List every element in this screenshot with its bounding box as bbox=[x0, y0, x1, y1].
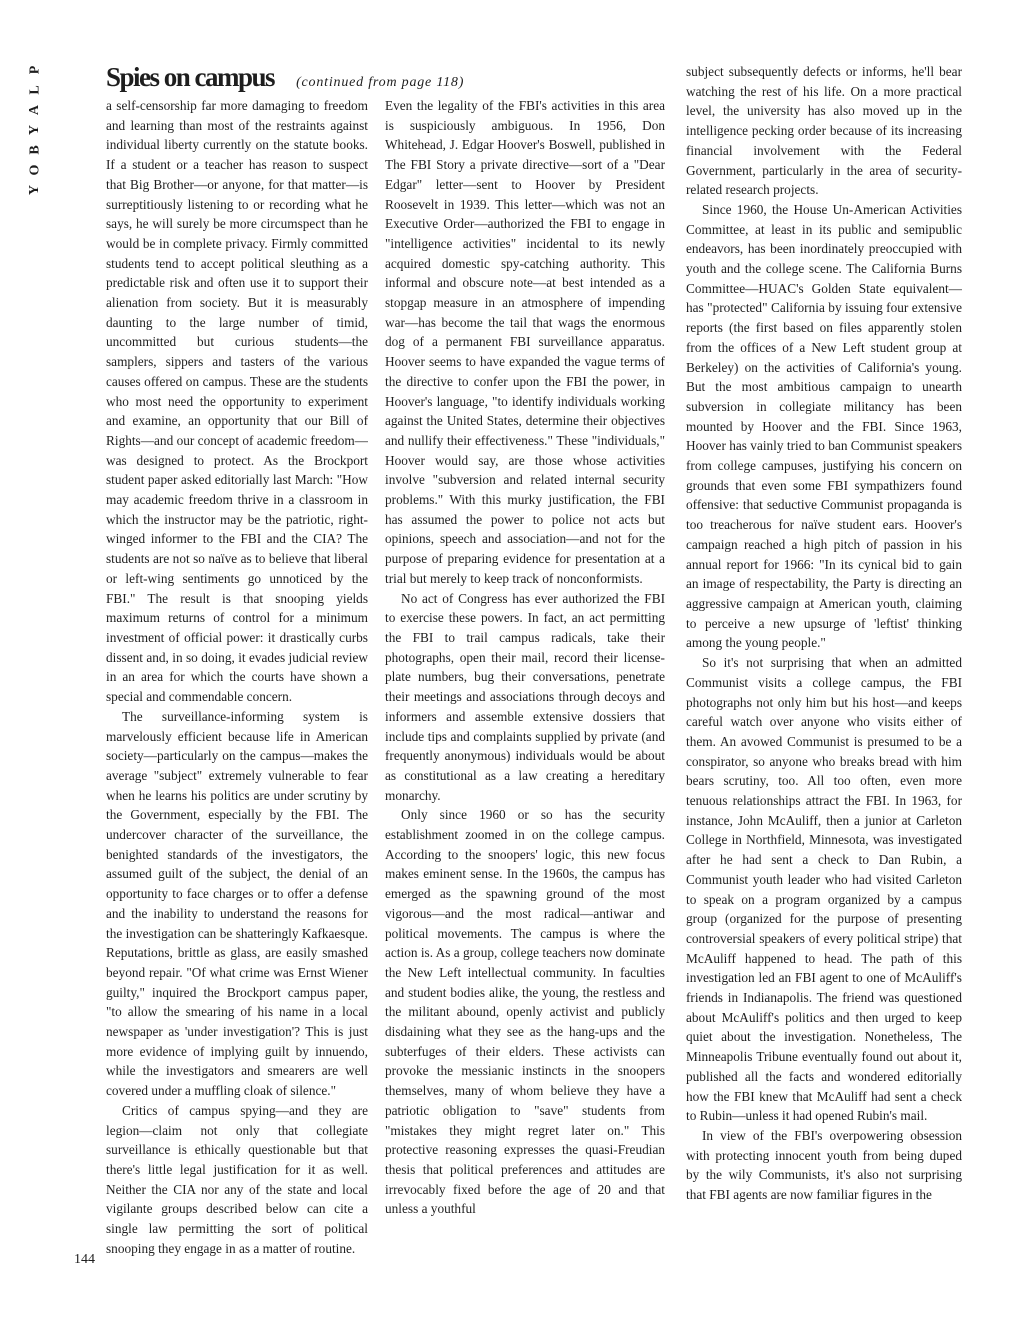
paragraph: Only since 1960 or so has the security establishment zoomed in on the college campus. According to the snoopers' logic, this new focus makes eminent sense. In the 1960s, the campus has emerged as the spawning ground of the most vigorous—and the most radical—antiwar and political movements. The campus is where the action is. As a group, college teachers now dominate the New Left intellectual community. In faculties and student bodies alike, the young, the restless and the militant abound, openly activist and publicly disdaining what they see as the hang-ups and the subterfuges of their elders. These activists can provoke the messianic instincts in the snoopers themselves, many of whom believe they have a patriotic obligation to "save" students from "mistakes they might regret later on." This protective reasoning expresses the quasi-Freudian thesis that political preferences and attitudes are irrevocably fixed before the age of 20 and that unless a youthful bbox=[385, 807, 665, 1217]
article-title: Spies on campus bbox=[106, 62, 275, 92]
text-column-1 bbox=[106, 96, 368, 1268]
paragraph: subject subsequently defects or informs, he'll bear watching the rest of his life. On a more practical level, the university has also moved up in the intelligence pecking order because of its increasing financial involvement with the Federal Government, particularly in the area of security-related research projects. bbox=[686, 64, 962, 198]
masthead-letter: Y bbox=[27, 184, 43, 196]
masthead-letter: P bbox=[27, 65, 43, 75]
masthead-letter: O bbox=[27, 164, 43, 176]
masthead-letter: A bbox=[27, 104, 43, 116]
paragraph: The surveillance-informing system is marvelously efficient because life in American society—particularly on the campus—makes the average "subject" extremely vulnerable to fear when he learns his politics are under scrutiny by the Government, especially by the FBI. The undercover character of the surveillance, the benighted standards of the investigators, the assumed guilt of the subject, the denial of an opportunity to face charges or to offer a defense and the inability to understand the reasons for the investigation can be shatteringly Kafkaesque. Reputations, brittle as glass, are easily smashed beyond repair. "Of what crime was Ernst Wiener guilty," inquired the Brockport campus paper, "to allow the smearing of his name in a local newspaper as 'under investigation'? This is just more evidence of implying guilt by innuendo, while the investigators and smearers are well covered under a muffling cloak of silence." bbox=[106, 708, 368, 1099]
paragraph: Since 1960, the House Un-American Activities Committee, at least in its public and semipublic endeavors, has been inordinately preoccupied with youth and the college scene. The California Burns Committee—HUAC's Golden State equivalent—has "protected" California by issuing four extensive reports (the first based on files apparently stolen from the offices of a New Left student group at Berkeley) on the activities of California's young. But the most ambitious campaign to unearth subversion in collegiate militancy has been mounted by Hoover and the FBI. Since 1963, Hoover has vainly tried to ban Communist speakers from college campuses, justifying his concern on grounds that even some FBI sympathizers found offensive: that seductive Communist propaganda is too treacherous for naïve student ears. Hoover's campaign reached a high pitch of passion in his annual report for 1966: "In its cynical bid to gain an image of respectability, the Party is directing an aggressive campaign at American youth, claiming to perceive a new upsurge of 'leftist' thinking among the young people." bbox=[686, 201, 962, 651]
text-column-2 bbox=[385, 96, 665, 1268]
paragraph: No act of Congress has ever authorized the FBI to exercise these powers. In fact, an act permitting the FBI to trail campus radicals, take their photographs, open their mail, record their license-plate numbers, bug their conversations, penetrate their meetings and associations through decoys and informers and assemble extensive dossiers that include tips and complaints supplied by private (and frequently anonymous) individuals would be about as constitutional as a law creating a hereditary monarchy. bbox=[385, 590, 665, 803]
masthead-letter: L bbox=[27, 85, 43, 95]
paragraph: a self-censorship far more damaging to freedom and learning than most of the restraints against individual liberty currently on the statute books. If a student or a teacher has reason to suspect that Big Brother—or anyone, for that matter—is surreptitiously listening to or recording what he says, he will surely be more circumspect than he would be in complete privacy. Firmly committed students tend to accept political sleuthing as a predictable risk and often use it to support their alienation from society. But it is measurably daunting to the large number of timid, uncommitted but curious students—the samplers, sippers and tasters of the various causes offered on campus. These are the students who most need the opportunity to experiment and examine, an opportunity that our Bill of Rights—and our concept of academic freedom—was designed to protect. As the Brockport student paper asked editorially last March: "How may academic freedom thrive in a classroom in which the instructor may be the patriotic, right-winged informer to the FBI and the CIA? The students are not so naïve as to believe that liberal or left-wing sentiments go unnoticed by the FBI." The result is that snooping yields maximum returns of control for a minimum investment of official power: it drastically curbs dissent and, in so doing, it evades judicial review in an area for which the courts have shown a special and commendable concern. bbox=[106, 98, 368, 705]
page-number: 144 bbox=[74, 1252, 95, 1267]
paragraph: Even the legality of the FBI's activities in this area is suspiciously ambiguous. In 1956, Don Whitehead, J. Edgar Hoover's Boswell, published in The FBI Story a private directive—sort of a "Dear Edgar" letter—sent to Hoover by President Roosevelt in 1939. This letter—which was not an Executive Order—authorized the FBI to engage in "intelligence activities" incidental to its newly acquired domestic spy-catching authority. This informal and obscure note—at best intended as a stopgap measure in an atmosphere of impending war—has become the tail that wags the enormous dog of a permanent FBI surveillance apparatus. Hoover seems to have expanded the vague terms of the directive to confer upon the FBI the power, in Hoover's language, "to identify individuals working against the United States, determine their objectives and nullify their effectiveness." These "individuals," Hoover would say, are those whose activities involve "subversion and related internal security problems." With this murky justification, the FBI has assumed the power to police not acts but opinions, speech and association—and not for the purpose of preparing evidence for presentation at a trial but merely to keep track of nonconformists. bbox=[385, 98, 665, 586]
playboy-masthead-vertical bbox=[27, 60, 43, 200]
continued-note: (continued from page 118) bbox=[296, 75, 465, 90]
masthead-letter: Y bbox=[27, 124, 43, 136]
paragraph: In view of the FBI's overpowering obsession with protecting innocent youth from being duped by the wily Communists, it's also not surprising that FBI agents are now familiar figures in the bbox=[686, 1127, 962, 1203]
masthead-letter: B bbox=[27, 145, 43, 155]
text-column-3 bbox=[686, 62, 962, 1268]
paragraph: Critics of campus spying—and they are legion—claim not only that collegiate surveillance is ethically questionable but that there's little legal justification for it as well. Neither the CIA nor any of the state and local vigilante groups described below can cite a single law permitting the sort of political snooping they engage in as a matter of routine. bbox=[106, 1102, 368, 1256]
paragraph: So it's not surprising that when an admitted Communist visits a college campus, the FBI photographs not only him but his host—and keeps careful watch over anyone who visits either of them. An avowed Communist is presumed to be a conspirator, so anyone who breaks bread with him bears scrutiny, too. All too often, even more tenuous relationships attract the FBI. In 1963, for instance, John McAuliff, then a junior at Carleton College in Northfield, Minnesota, was investigated after he had sent a check to Dan Rubin, a Communist youth leader who had visited Carleton to speak on a program organized by a campus group (organized for the purpose of presenting controversial speakers of every political stripe) that McAuliff happened to head. The path of this investigation led an FBI agent to one of McAuliff's friends in Indianapolis. The friend was questioned about McAuliff's politics and then urged to keep quiet about the investigation. Nonetheless, The Minneapolis Tribune eventually found out about it, published all the facts and wondered editorially how the FBI knew that McAuliff had sent a check to Rubin—unless it had opened Rubin's mail. bbox=[686, 655, 962, 1124]
article-header bbox=[106, 62, 666, 98]
